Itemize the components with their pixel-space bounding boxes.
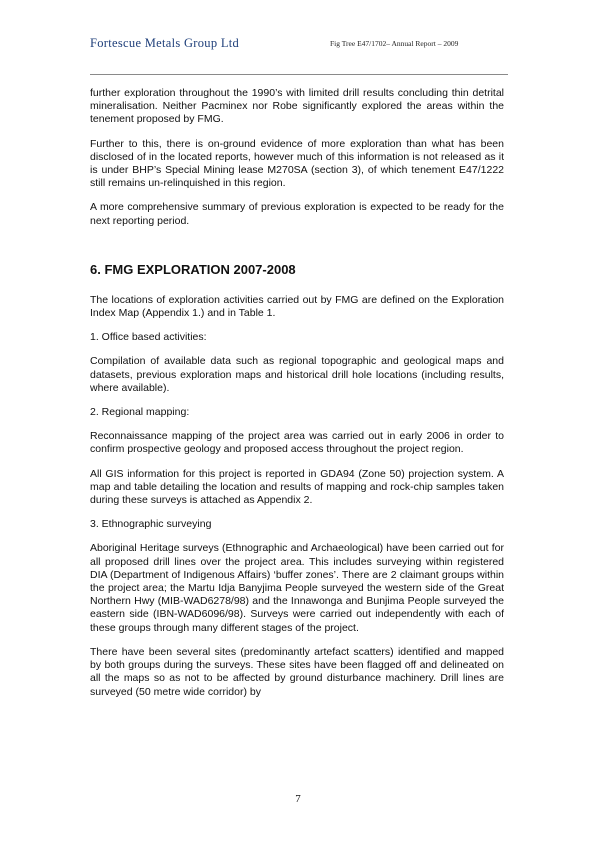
list-item-office-activities: 1. Office based activities: [90,331,207,344]
paragraph-sites: There have been several sites (predominantly artefact scatters) identified and mapped by both groups during the surveys. These sites have been flagged off and delineated on all the maps so as not to be affected by ground disturbance machinery. Drill lines are surveyed (50 metre wide corridor) by [90,645,504,698]
paragraph-compilation: Compilation of available data such as regional topographic and geological maps and datasets, previous exploration maps and historical drill hole locations (including results, where available). [90,355,504,394]
list-item-ethnographic: 3. Ethnographic surveying [90,518,212,531]
page-number: 7 [295,793,301,805]
report-title: Fig Tree E47/1702– Annual Report – 2009 [330,39,459,48]
header-divider [90,74,508,75]
company-name: Fortescue Metals Group Ltd [90,36,240,50]
paragraph-summary-expected: A more comprehensive summary of previous exploration is expected to be ready for the next reporting period. [90,201,504,227]
paragraph-heritage-surveys: Aboriginal Heritage surveys (Ethnographic and Archaeological) have been carried out for all proposed drill lines over the project area. This includes surveying within registered DIA (Department of Indigenous Affairs) ‘buffer zones’. There are 2 claimant groups within the project area; the Martu Idja Banyjima People surveyed the western side of the Great Northern Hwy (MIB-WAD6278/98) and the Innawonga and Bunjima People surveyed the eastern side (IBN-WAD6096/98). Surveys were carried out independently with each of these groups through many different stages of the project. [90,542,504,634]
list-item-regional-mapping: 2. Regional mapping: [90,406,190,419]
paragraph-previous-exploration: further exploration throughout the 1990’s with limited drill results concluding thin detrital mineralisation. Neither Pacminex nor Robe significantly explored the areas within the tenement proposed by FMG. [90,87,504,126]
paragraph-locations: The locations of exploration activities carried out by FMG are defined on the Exploration Index Map (Appendix 1.) and in Table 1. [90,293,504,320]
page-body [90,87,504,710]
section-heading: 6. FMG EXPLORATION 2007-2008 [90,261,296,277]
paragraph-reconnaissance: Reconnaissance mapping of the project area was carried out in early 2006 in order to confirm prospective geology and proposed access throughout the project region. [90,430,504,456]
paragraph-gis: All GIS information for this project is reported in GDA94 (Zone 50) projection system. A map and table detailing the location and results of mapping and rock-chip samples taken during these surveys is attached as Appendix 2. [90,467,504,507]
paragraph-ground-evidence: Further to this, there is on-ground evidence of more exploration than what has been disclosed of in the located reports, however much of this information is not released as it is under BHP’s Special Mining lease M270SA (section 3), of which tenement E47/1222 still remains un-relinquished in this region. [90,137,504,190]
